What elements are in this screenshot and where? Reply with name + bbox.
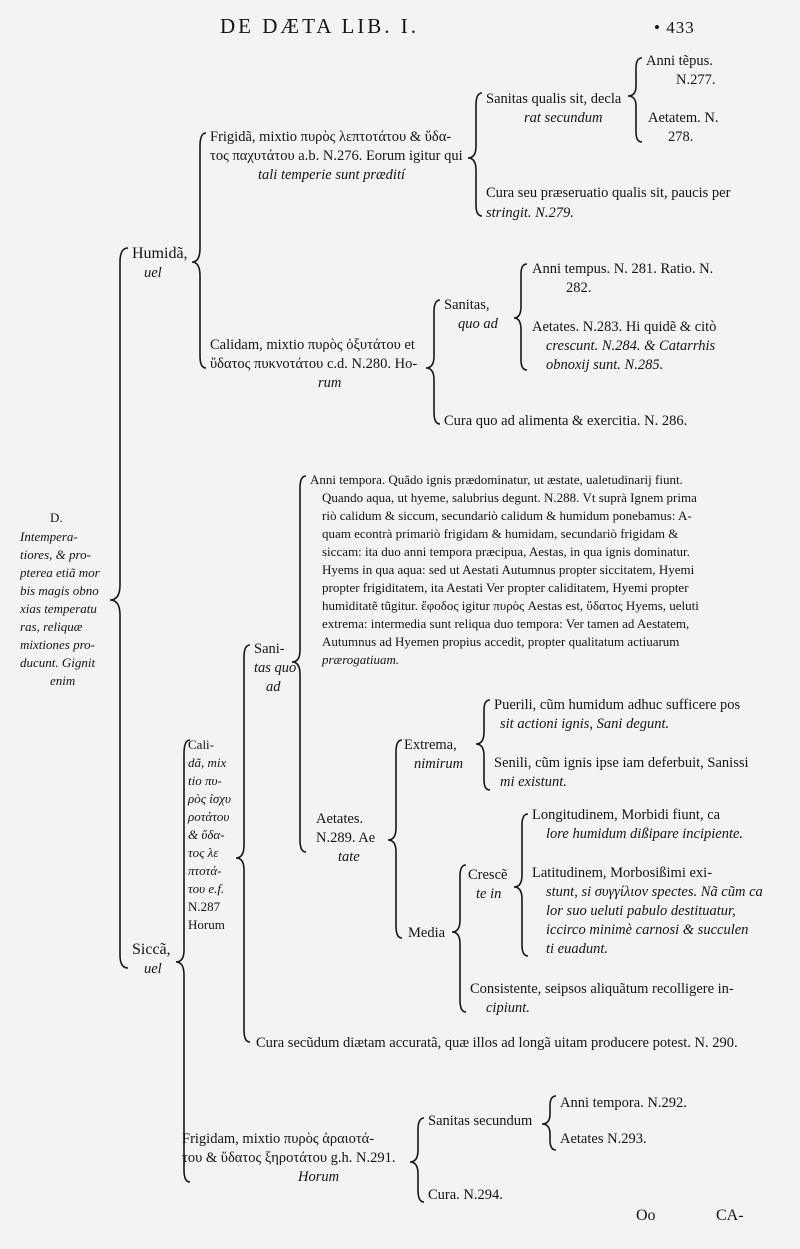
media-brace: [452, 865, 466, 1012]
sicca-frigida-aetates: Aetates N.293.: [560, 1131, 647, 1147]
sicca-calida-cura: Cura secũdum diætam accuratã, quæ illos ad longã uitam producere potest. N. 290.: [256, 1035, 738, 1051]
humida-label: Humidã,: [132, 245, 188, 262]
humida-uel: uel: [144, 265, 162, 281]
frigida-s-brace: [410, 1118, 424, 1202]
page-number: • 433: [654, 18, 695, 37]
sicca-uel: uel: [144, 961, 162, 977]
root-label-d: D.: [50, 510, 63, 525]
calida-sanitas-brace: [514, 264, 527, 370]
sicca-media: Media: [408, 925, 446, 941]
crescente-brace: [514, 814, 528, 956]
signature-mark: Oo: [636, 1207, 656, 1224]
root-brace: [110, 248, 128, 968]
sanitas-secundum-brace: [542, 1096, 556, 1150]
extrema-brace: [476, 700, 490, 790]
sicca-frigida-cura: Cura. N.294.: [428, 1187, 503, 1203]
aetates-brace: [388, 740, 402, 938]
sicca-label: Siccã,: [132, 941, 171, 958]
calida-h-brace: [426, 300, 440, 424]
humida-brace: [192, 133, 206, 368]
sicca-frigida-anni: Anni tempora. N.292.: [560, 1095, 687, 1111]
anni-aetatem-brace: [628, 58, 642, 142]
frigida-h-brace: [468, 93, 482, 216]
humida-calida-cura: Cura quo ad alimenta & exercitia. N. 286.: [444, 413, 688, 429]
running-head: DE DÆTA LIB. I.: [220, 14, 420, 38]
catchword: CA-: [716, 1207, 744, 1224]
sicca-frigida-sanitas: Sanitas secundum: [428, 1113, 533, 1129]
calida-s-brace: [236, 645, 250, 1042]
book-page: DE DÆTA LIB. I. • 433 D. Intempera- tiores, & pro- pterea etiã mor bis magis obno xias temperatu ras, reliquæ mixtiones pro- ducunt. Gignit enim Humidã, uel Frigidã, mixtio πυρὸς λεπτοτάτου & ὕδα- τος παχυτάτου a.b. N.276. Eorum igitur qui tali temperie sunt prædití Sanitas qualis sit, decla rat secundum Anni tẽpus. N.277. Aetatem. N. 278. Cura seu præseruatio qualis sit, paucis per stringit. N.279. Calidam, mixtio πυρὸς ὀξυτάτου et ὕδατος πυκνοτάτου c.d. N.280. Ho- rum Sanitas, quo ad Anni tempus. N. 281. Ratio. N. 282. Aetates. N.283. Hi quidẽ & citò crescunt. N.284. & Catarrhis obnoxij sunt. N.285. Cura quo ad alimenta & exercitia. N. 286. Siccã, uel Cali- dã, mix tio πυ- ρὸς ἰσχυ ροτάτου & ὕδα- τος λε πτοτά- του e.f. N.287 Horum Sani- tas quo ad Anni tempora. Quãdo ignis prædominatur, ut æstate, ualetudinarij fiunt. Quando aqua, ut hyeme, salubrius degunt. N.288. Vt suprà Ignem prima riò calidum & siccum, secundariò calidum & humidum ponebamus: A- quam econtrà primariò frigidam & humidam, secundariò frigidam & siccam: ita duo anni tempora præcipua, Aestas, in qua ignis dominatur. Hyems in qua aqua: sed ut Aestati Autumnus propter siccitatem, Hyemi propter frigiditatem, ita Aestati Ver propter caliditatem, Hyemi propter humiditatẽ tũgitur. ἔφοδος igitur πυρὸς Aestas est, ὕδατος Hyems, ueluti extrema: intermedia sunt reliqua duo tempora: Ver tamen ad Aestatem, Autumnus ad Hyemen propius accedit, propter qualitatum actiuarum prærogatiuam. Aetates. N.289. Ae tate Extrema, nimirum Puerili, cũm humidum adhuc sufficere pos sit actioni ignis, Sani degunt. Senili, cũm ignis ipse iam deferbuit, Sanissi mi existunt. Media Crescẽ te in Longitudinem, Morbidi fiunt, ca lore humidum dißipare incipiente. Latitudinem, Morbosißimi exi- stunt, si συγγίλιον spectes. Nã cũm ca lor suo ueluti pabulo destituatur, iccirco minimè carnosi & succulen ti euadunt. Consistente, seipsos aliquãtum recolligere in- cipiunt. Cura secũdum diætam accuratã, quæ illos ad longã uitam producere potest. N. 290. Frigidam, mixtio πυρὸς ἀραιοτά- του & ὕδατος ξηροτάτου g.h. N.291. Horum Sanitas secundum Anni tempora. N.292. Aetates N.293. Cura. N.294. Oo CA-: [0, 0, 800, 1249]
